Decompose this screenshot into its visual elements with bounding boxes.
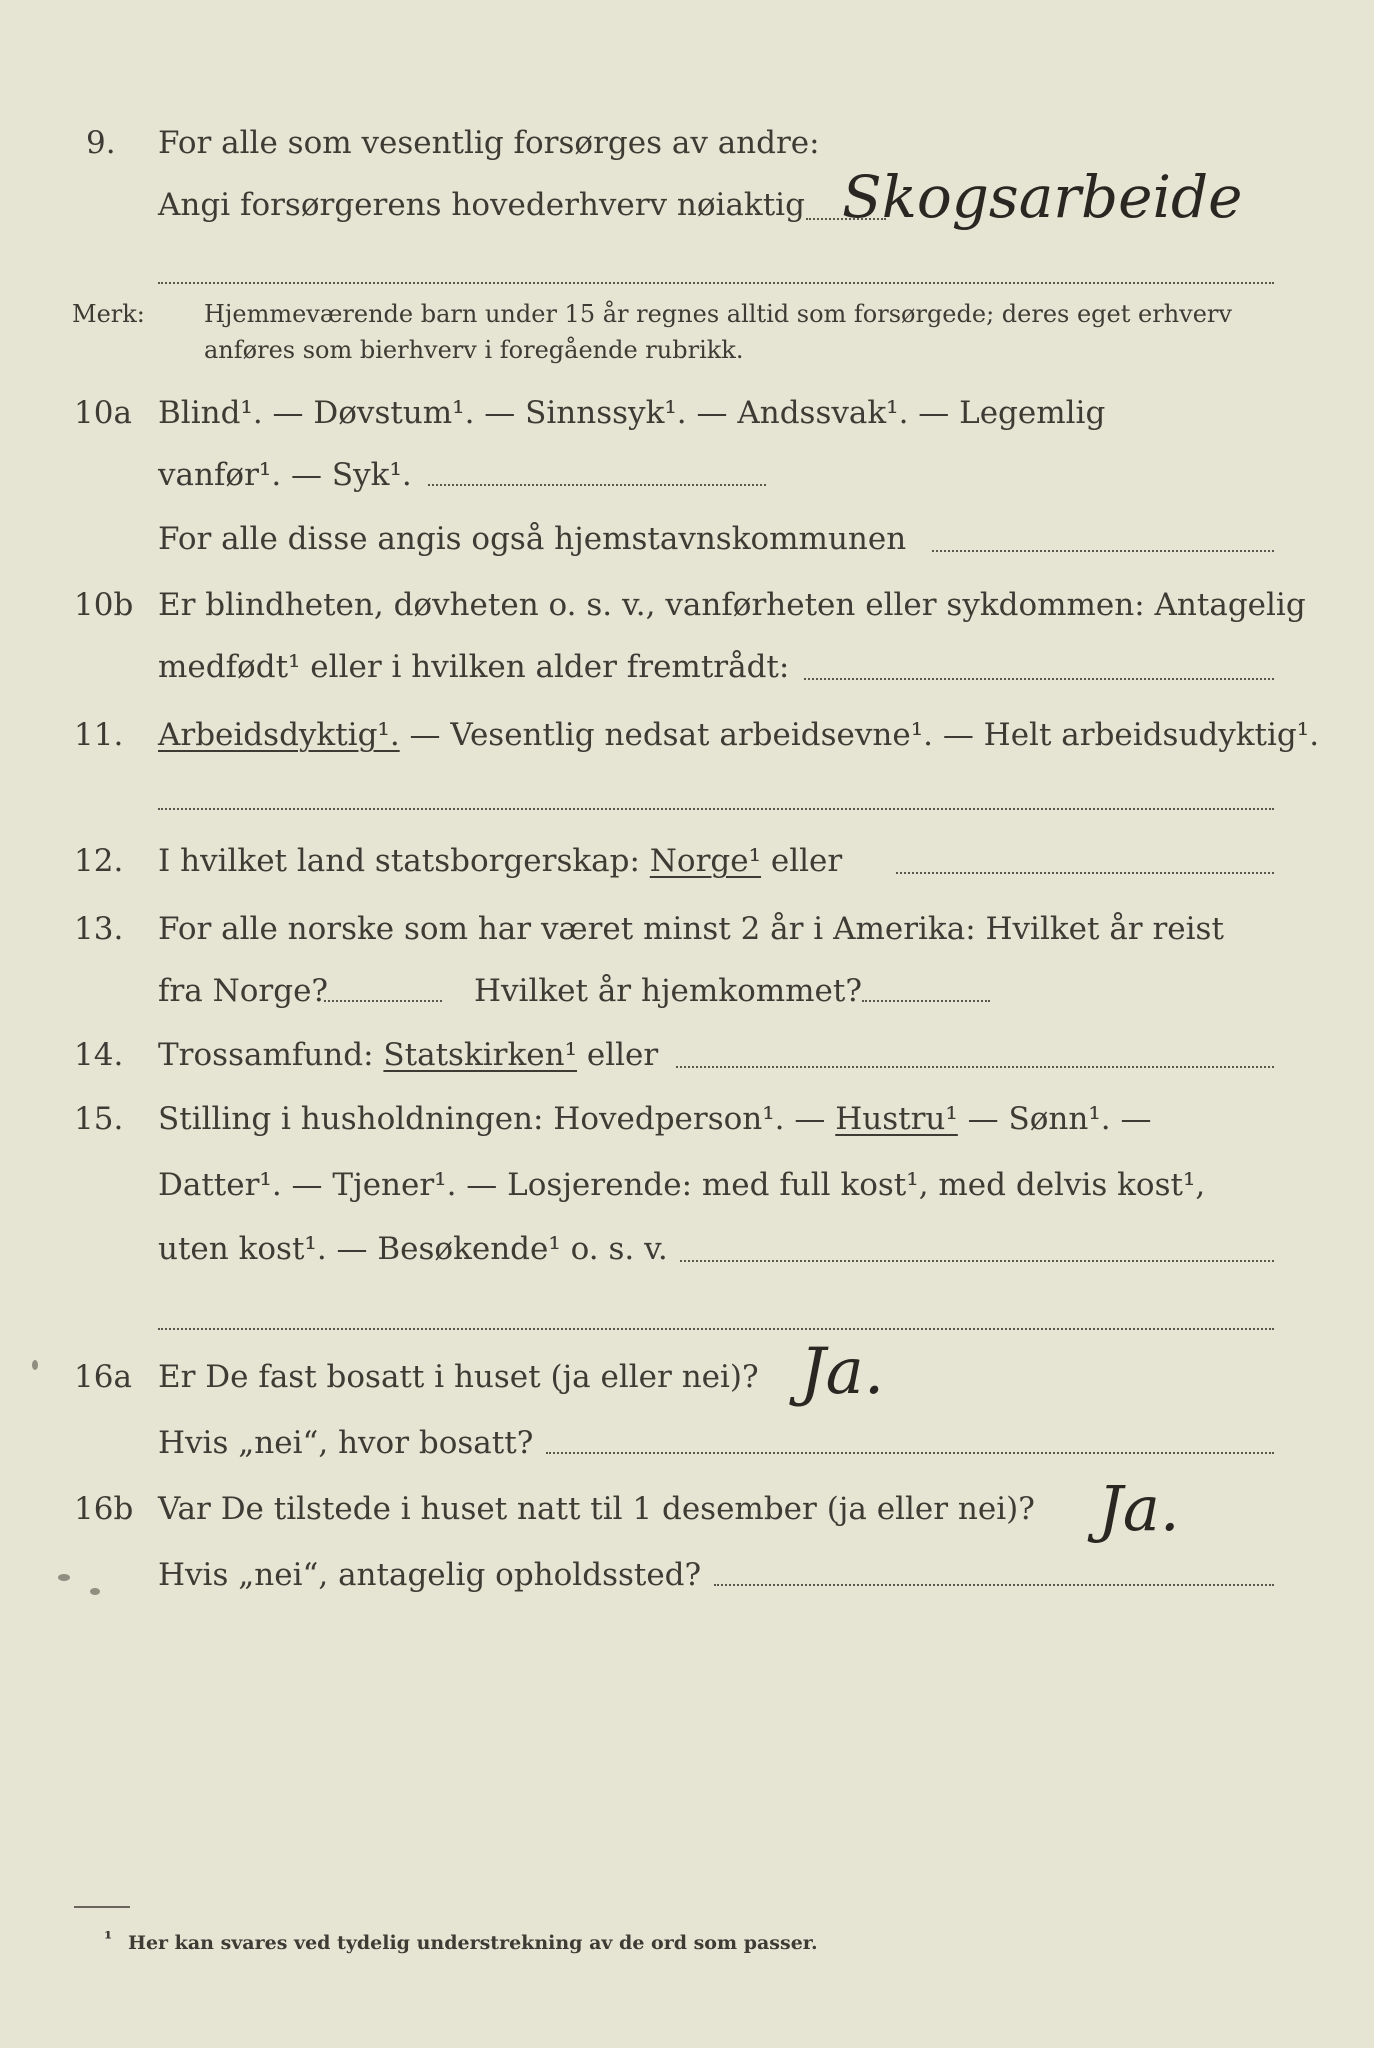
item-13-question: For alle norske som har været minst 2 år i Amerika: Hvilket år reist — [158, 911, 1224, 947]
item-16b-handwritten-answer: Ja. — [1098, 1472, 1180, 1545]
item-number-16b: 16b — [74, 1491, 134, 1527]
item-10b-answer-line[interactable] — [804, 678, 1274, 680]
ink-smudge — [32, 1360, 38, 1370]
item-16a-handwritten-answer: Ja. — [800, 1335, 885, 1409]
item-16a-question: Er De fast bosatt i huset (ja eller nei)? — [158, 1359, 759, 1395]
item-11-selected-option: Arbeidsdyktig¹. — [158, 717, 400, 753]
item-13-year-returned-label: Hvilket år hjemkommet? — [474, 973, 862, 1009]
item-15-answer-line-2[interactable] — [158, 1328, 1274, 1330]
item-11-answer-line[interactable] — [158, 808, 1274, 810]
item-10a-answer-line[interactable] — [428, 484, 766, 486]
footnote-text: Her kan svares ved tydelig understrekning av de ord som passer. — [128, 1932, 818, 1954]
item-number-10a: 10a — [74, 395, 132, 431]
item-10a-municipality-prompt: For alle disse angis også hjemstavnskommunen — [158, 521, 907, 557]
item-number-9: 9. — [86, 125, 116, 161]
item-16b-followup: Hvis „nei“, antagelig opholdssted? — [158, 1557, 702, 1593]
item-13-year-left-label: fra Norge? — [158, 973, 329, 1009]
note-text-line-2: anføres som bierhverv i foregående rubrikk. — [204, 336, 744, 364]
item-12-selected-option: Norge¹ — [649, 843, 762, 879]
item-10b-prompt: medfødt¹ eller i hvilken alder fremtrådt: — [158, 649, 790, 685]
item-15-line-2: Datter¹. — Tjener¹. — Losjerende: med full kost¹, med delvis kost¹, — [158, 1167, 1206, 1203]
item-10a-municipality-line[interactable] — [932, 550, 1274, 552]
item-13-year-returned-line[interactable] — [862, 1000, 990, 1002]
item-number-15: 15. — [74, 1101, 124, 1137]
item-13-year-left-line[interactable] — [324, 1000, 442, 1002]
footnote-rule — [74, 1906, 130, 1908]
item-14-selected-option: Statskirken¹ — [383, 1037, 577, 1073]
item-12-question: I hvilket land statsborgerskap: Norge¹ eller — [158, 843, 843, 879]
note-text-line-1: Hjemmeværende barn under 15 år regnes alltid som forsørgede; deres eget erhverv — [204, 300, 1232, 328]
note-label: Merk: — [72, 300, 145, 328]
item-number-12: 12. — [74, 843, 124, 879]
item-9-answer-line-2[interactable] — [158, 282, 1274, 284]
item-14-answer-line[interactable] — [676, 1066, 1274, 1068]
item-9-prompt: Angi forsørgerens hovederhverv nøiaktig — [158, 187, 805, 223]
item-12-answer-line[interactable] — [896, 872, 1274, 874]
item-9-handwritten-answer: Skogsarbeide — [842, 163, 1243, 231]
item-14-question: Trossamfund: Statskirken¹ eller — [158, 1037, 659, 1073]
item-11-options: Arbeidsdyktig¹. — Vesentlig nedsat arbeidsevne¹. — Helt arbeidsudyktig¹. — [158, 717, 1320, 753]
item-10a-conditions: Blind¹. — Døvstum¹. — Sinnssyk¹. — Andssvak¹. — Legemlig — [158, 395, 1106, 431]
item-16a-answer-line[interactable] — [546, 1452, 1274, 1454]
footnote-marker: ¹ — [104, 1928, 113, 1950]
item-15-line-3: uten kost¹. — Besøkende¹ o. s. v. — [158, 1231, 668, 1267]
item-15-line-1: Stilling i husholdningen: Hovedperson¹. — Hustru¹ — Sønn¹. — — [158, 1101, 1152, 1137]
item-10b-question: Er blindheten, døvheten o. s. v., vanførheten eller sykdommen: Antagelig — [158, 587, 1306, 623]
item-16b-question: Var De tilstede i huset natt til 1 desember (ja eller nei)? — [158, 1491, 1035, 1527]
item-number-14: 14. — [74, 1037, 124, 1073]
item-number-16a: 16a — [74, 1359, 132, 1395]
item-16b-answer-line[interactable] — [714, 1584, 1274, 1586]
item-10a-line-2: vanfør¹. — Syk¹. — [158, 457, 412, 493]
item-number-11: 11. — [74, 717, 124, 753]
item-number-10b: 10b — [74, 587, 134, 623]
ink-smudge — [90, 1588, 100, 1595]
item-15-answer-line[interactable] — [680, 1260, 1274, 1262]
ink-smudge — [58, 1574, 70, 1581]
item-15-selected-option: Hustru¹ — [835, 1101, 958, 1137]
item-9-question: For alle som vesentlig forsørges av andre: — [158, 125, 820, 161]
item-16a-followup: Hvis „nei“, hvor bosatt? — [158, 1425, 534, 1461]
item-number-13: 13. — [74, 911, 124, 947]
